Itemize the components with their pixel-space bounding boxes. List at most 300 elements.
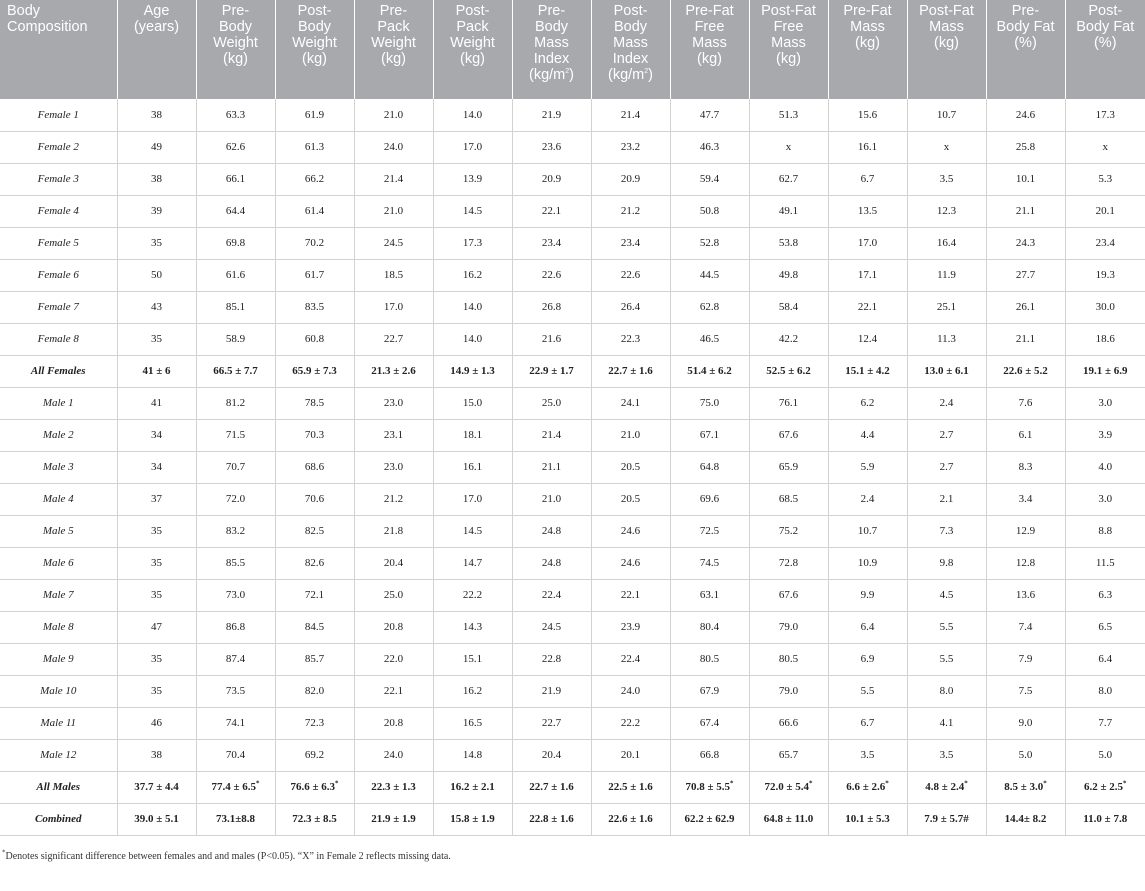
- table-cell: 22.6 ± 1.6: [591, 803, 670, 835]
- header-line: (kg): [381, 51, 406, 67]
- table-cell: 6.6 ± 2.6*: [828, 771, 907, 803]
- table-cell: 3.4: [986, 483, 1065, 515]
- table-cell: 35: [117, 227, 196, 259]
- row-label: Female 1: [0, 99, 117, 131]
- header-line: Mass: [534, 35, 569, 51]
- table-cell: 72.5: [670, 515, 749, 547]
- table-cell: 24.1: [591, 387, 670, 419]
- column-header-12: [986, 0, 1065, 99]
- column-header-10: [828, 0, 907, 99]
- table-row: [0, 259, 1145, 291]
- header-line: Mass: [692, 35, 727, 51]
- header-line: (years): [133, 19, 180, 35]
- table-cell: 39.0 ± 5.1: [117, 803, 196, 835]
- table-cell: 66.6: [749, 707, 828, 739]
- row-label: Female 4: [0, 195, 117, 227]
- table-cell: 16.2: [433, 259, 512, 291]
- table-cell: 24.5: [512, 611, 591, 643]
- table-cell: 24.6: [986, 99, 1065, 131]
- table-cell: 21.1: [512, 451, 591, 483]
- table-cell: 15.1 ± 4.2: [828, 355, 907, 387]
- table-cell: 2.1: [907, 483, 986, 515]
- table-cell: 66.5 ± 7.7: [196, 355, 275, 387]
- header-line: Body Fat: [996, 19, 1055, 35]
- table-cell: 35: [117, 579, 196, 611]
- table-cell: 58.4: [749, 291, 828, 323]
- table-cell: 25.1: [907, 291, 986, 323]
- table-cell: 4.8 ± 2.4*: [907, 771, 986, 803]
- table-cell: 61.9: [275, 99, 354, 131]
- table-cell: 14.0: [433, 99, 512, 131]
- header-line: Weight: [213, 35, 258, 51]
- table-cell: 15.6: [828, 99, 907, 131]
- table-cell: 84.5: [275, 611, 354, 643]
- column-header-13: [1065, 0, 1145, 99]
- table-row: [0, 227, 1145, 259]
- table-cell: 24.8: [512, 547, 591, 579]
- table-cell: 20.8: [354, 611, 433, 643]
- table-cell: 21.0: [354, 99, 433, 131]
- header-line: Index: [533, 51, 570, 67]
- table-cell: 23.0: [354, 387, 433, 419]
- header-line: Mass: [929, 19, 964, 35]
- table-cell: 23.4: [1065, 227, 1145, 259]
- table-cell: 72.0: [196, 483, 275, 515]
- table-cell: 14.3: [433, 611, 512, 643]
- table-cell: 67.4: [670, 707, 749, 739]
- table-cell: 46: [117, 707, 196, 739]
- table-cell: 7.5: [986, 675, 1065, 707]
- table-cell: 19.1 ± 6.9: [1065, 355, 1145, 387]
- table-cell: 7.9: [986, 643, 1065, 675]
- table-cell: 69.8: [196, 227, 275, 259]
- table-row: [0, 643, 1145, 675]
- row-label: Female 3: [0, 163, 117, 195]
- table-cell: 46.5: [670, 323, 749, 355]
- table-cell: 17.0: [828, 227, 907, 259]
- table-cell: 73.1±8.8: [196, 803, 275, 835]
- table-cell: 72.1: [275, 579, 354, 611]
- table-cell: 14.8: [433, 739, 512, 771]
- table-cell: 6.3: [1065, 579, 1145, 611]
- table-cell: 22.3 ± 1.3: [354, 771, 433, 803]
- table-cell: 70.3: [275, 419, 354, 451]
- table-cell: 71.5: [196, 419, 275, 451]
- column-header-5: [433, 0, 512, 99]
- header-line: Mass: [850, 19, 885, 35]
- column-header-11: [907, 0, 986, 99]
- table-cell: 69.2: [275, 739, 354, 771]
- header-line: Pre-: [1011, 3, 1040, 19]
- table-cell: 34: [117, 419, 196, 451]
- table-cell: 5.0: [986, 739, 1065, 771]
- table-cell: 35: [117, 675, 196, 707]
- header-line: (kg): [302, 51, 327, 67]
- table-cell: 78.5: [275, 387, 354, 419]
- table-cell: 20.8: [354, 707, 433, 739]
- table-cell: 83.2: [196, 515, 275, 547]
- table-cell: 67.1: [670, 419, 749, 451]
- table-cell: 6.5: [1065, 611, 1145, 643]
- table-cell: 21.0: [354, 195, 433, 227]
- table-cell: 12.4: [828, 323, 907, 355]
- header-line: Post-: [1088, 3, 1123, 19]
- table-cell: 22.7 ± 1.6: [512, 771, 591, 803]
- header-line: Post-Fat: [761, 3, 816, 19]
- table-row: [0, 99, 1145, 131]
- table-cell: 72.3 ± 8.5: [275, 803, 354, 835]
- header-line: (%): [1093, 35, 1117, 51]
- table-cell: 8.5 ± 3.0*: [986, 771, 1065, 803]
- header-line: Composition: [7, 19, 88, 35]
- table-cell: 3.0: [1065, 387, 1145, 419]
- table-cell: 85.5: [196, 547, 275, 579]
- header-line: (kg): [855, 35, 880, 51]
- table-cell: 6.4: [1065, 643, 1145, 675]
- table-cell: 8.0: [1065, 675, 1145, 707]
- table-row: [0, 611, 1145, 643]
- table-cell: 23.0: [354, 451, 433, 483]
- table-cell: 21.6: [512, 323, 591, 355]
- table-row: [0, 419, 1145, 451]
- table-cell: 11.9: [907, 259, 986, 291]
- table-cell: 21.9 ± 1.9: [354, 803, 433, 835]
- table-cell: 10.1: [986, 163, 1065, 195]
- table-cell: 35: [117, 323, 196, 355]
- table-cell: 79.0: [749, 611, 828, 643]
- row-label: Combined: [0, 803, 117, 835]
- row-label: Male 9: [0, 643, 117, 675]
- table-cell: 2.4: [828, 483, 907, 515]
- table-cell: 10.7: [907, 99, 986, 131]
- table-cell: 72.3: [275, 707, 354, 739]
- table-cell: 3.0: [1065, 483, 1145, 515]
- table-cell: 50.8: [670, 195, 749, 227]
- table-row: [0, 675, 1145, 707]
- header-line: Pre-: [221, 3, 250, 19]
- table-cell: 18.6: [1065, 323, 1145, 355]
- table-cell: 24.6: [591, 547, 670, 579]
- table-cell: 62.2 ± 62.9: [670, 803, 749, 835]
- table-cell: 7.4: [986, 611, 1065, 643]
- table-cell: 27.7: [986, 259, 1065, 291]
- table-cell: 21.4: [354, 163, 433, 195]
- table-cell: 75.2: [749, 515, 828, 547]
- header-line: Free: [773, 19, 804, 35]
- table-cell: 22.6: [591, 259, 670, 291]
- table-cell: 37: [117, 483, 196, 515]
- table-cell: 14.0: [433, 323, 512, 355]
- table-cell: 37.7 ± 4.4: [117, 771, 196, 803]
- table-cell: 22.1: [828, 291, 907, 323]
- table-cell: 7.6: [986, 387, 1065, 419]
- header-line: Index: [612, 51, 649, 67]
- table-cell: 8.3: [986, 451, 1065, 483]
- table-row: [0, 387, 1145, 419]
- header-line: $(kg/m^2)$: [608, 67, 653, 83]
- table-cell: 81.2: [196, 387, 275, 419]
- header-line: Pre-Fat: [843, 3, 892, 19]
- table-cell: 61.6: [196, 259, 275, 291]
- table-cell: 41 ± 6: [117, 355, 196, 387]
- table-cell: 21.0: [591, 419, 670, 451]
- table-cell: 62.7: [749, 163, 828, 195]
- table-row: [0, 483, 1145, 515]
- table-cell: 4.1: [907, 707, 986, 739]
- table-cell: 16.2: [433, 675, 512, 707]
- table-cell: 2.7: [907, 419, 986, 451]
- table-cell: 21.1: [986, 323, 1065, 355]
- header-line: (kg): [460, 51, 485, 67]
- table-cell: 61.7: [275, 259, 354, 291]
- row-label: Female 6: [0, 259, 117, 291]
- table-cell: 5.3: [1065, 163, 1145, 195]
- table-cell: 23.4: [512, 227, 591, 259]
- table-cell: 22.3: [591, 323, 670, 355]
- table-cell: 4.0: [1065, 451, 1145, 483]
- table-cell: 25.0: [512, 387, 591, 419]
- table-cell: 13.9: [433, 163, 512, 195]
- table-cell: 49.8: [749, 259, 828, 291]
- table-cell: 14.5: [433, 195, 512, 227]
- column-header-2: [196, 0, 275, 99]
- header-line: (kg): [697, 51, 722, 67]
- table-cell: 17.0: [433, 131, 512, 163]
- table-cell: 61.3: [275, 131, 354, 163]
- table-cell: 21.4: [591, 99, 670, 131]
- table-cell: 69.6: [670, 483, 749, 515]
- table-cell: 5.5: [828, 675, 907, 707]
- table-cell: 5.9: [828, 451, 907, 483]
- column-header-9: [749, 0, 828, 99]
- table-row: [0, 131, 1145, 163]
- table-cell: 73.0: [196, 579, 275, 611]
- table-cell: 15.8 ± 1.9: [433, 803, 512, 835]
- header-line: (kg): [934, 35, 959, 51]
- table-cell: 5.5: [907, 643, 986, 675]
- table-cell: 24.0: [354, 131, 433, 163]
- row-label: Male 1: [0, 387, 117, 419]
- table-cell: 76.6 ± 6.3*: [275, 771, 354, 803]
- table-cell: 80.5: [749, 643, 828, 675]
- table-cell: 24.3: [986, 227, 1065, 259]
- table-cell: 6.7: [828, 163, 907, 195]
- table-cell: 6.1: [986, 419, 1065, 451]
- table-cell: 14.0: [433, 291, 512, 323]
- table-cell: 11.0 ± 7.8: [1065, 803, 1145, 835]
- table-cell: 70.8 ± 5.5*: [670, 771, 749, 803]
- table-cell: 30.0: [1065, 291, 1145, 323]
- table-cell: 6.9: [828, 643, 907, 675]
- table-cell: 16.1: [828, 131, 907, 163]
- table-cell: 49.1: [749, 195, 828, 227]
- table-cell: 11.3: [907, 323, 986, 355]
- table-cell: 13.5: [828, 195, 907, 227]
- table-cell: 17.3: [433, 227, 512, 259]
- table-row: [0, 739, 1145, 771]
- header-line: $(kg/m^2)$: [529, 67, 574, 83]
- table-cell: 21.8: [354, 515, 433, 547]
- table-cell: 16.1: [433, 451, 512, 483]
- table-cell: 9.9: [828, 579, 907, 611]
- table-row: [0, 323, 1145, 355]
- header-line: Body Fat: [1076, 19, 1135, 35]
- table-cell: 83.5: [275, 291, 354, 323]
- table-cell: 60.8: [275, 323, 354, 355]
- header-line: Post-: [297, 3, 332, 19]
- row-label: Male 11: [0, 707, 117, 739]
- table-cell: 3.9: [1065, 419, 1145, 451]
- table-cell: 80.4: [670, 611, 749, 643]
- table-cell: 24.8: [512, 515, 591, 547]
- table-cell: 62.8: [670, 291, 749, 323]
- table-cell: 9.0: [986, 707, 1065, 739]
- table-cell: 22.7: [512, 707, 591, 739]
- header-line: Post-Fat: [919, 3, 974, 19]
- table-cell: 63.1: [670, 579, 749, 611]
- table-cell: 2.4: [907, 387, 986, 419]
- header-line: Weight: [450, 35, 495, 51]
- table-row: [0, 515, 1145, 547]
- header-line: Post-: [613, 3, 648, 19]
- table-cell: 22.5 ± 1.6: [591, 771, 670, 803]
- table-cell: 6.4: [828, 611, 907, 643]
- table-cell: 2.7: [907, 451, 986, 483]
- table-cell: 22.7 ± 1.6: [591, 355, 670, 387]
- table-cell: 17.1: [828, 259, 907, 291]
- table-cell: 85.1: [196, 291, 275, 323]
- table-cell: 23.4: [591, 227, 670, 259]
- table-cell: 26.1: [986, 291, 1065, 323]
- table-cell: x: [907, 131, 986, 163]
- table-body: [0, 99, 1145, 835]
- table-cell: 22.8: [512, 643, 591, 675]
- table-cell: 8.0: [907, 675, 986, 707]
- table-cell: 14.9 ± 1.3: [433, 355, 512, 387]
- table-cell: 35: [117, 547, 196, 579]
- row-label: Female 5: [0, 227, 117, 259]
- table-cell: 66.1: [196, 163, 275, 195]
- table-cell: 11.5: [1065, 547, 1145, 579]
- table-cell: 67.6: [749, 419, 828, 451]
- table-cell: 22.2: [433, 579, 512, 611]
- table-cell: 22.4: [591, 643, 670, 675]
- table-cell: 12.9: [986, 515, 1065, 547]
- table-cell: 18.1: [433, 419, 512, 451]
- table-cell: 65.7: [749, 739, 828, 771]
- table-cell: 7.7: [1065, 707, 1145, 739]
- table-cell: 22.0: [354, 643, 433, 675]
- table-cell: 12.3: [907, 195, 986, 227]
- header-line: Body: [7, 3, 41, 19]
- table-cell: 22.1: [591, 579, 670, 611]
- header-line: (kg): [223, 51, 248, 67]
- table-cell: 17.3: [1065, 99, 1145, 131]
- header-line: Mass: [771, 35, 806, 51]
- table-cell: 38: [117, 163, 196, 195]
- table-cell: 21.2: [354, 483, 433, 515]
- table-row: [0, 707, 1145, 739]
- header-line: Weight: [371, 35, 416, 51]
- table-cell: 70.7: [196, 451, 275, 483]
- header-line: Free: [694, 19, 725, 35]
- table-cell: 47: [117, 611, 196, 643]
- table-cell: 34: [117, 451, 196, 483]
- header-line: Body: [534, 19, 569, 35]
- table-cell: 7.3: [907, 515, 986, 547]
- row-label: Male 2: [0, 419, 117, 451]
- table-cell: 23.2: [591, 131, 670, 163]
- table-cell: x: [749, 131, 828, 163]
- table-cell: 20.9: [512, 163, 591, 195]
- table-cell: 58.9: [196, 323, 275, 355]
- footnote: [2, 848, 451, 862]
- table-cell: 74.1: [196, 707, 275, 739]
- table-cell: 14.7: [433, 547, 512, 579]
- table-cell: 8.8: [1065, 515, 1145, 547]
- table-cell: 72.0 ± 5.4*: [749, 771, 828, 803]
- table-cell: 6.7: [828, 707, 907, 739]
- table-cell: 79.0: [749, 675, 828, 707]
- table-cell: 26.4: [591, 291, 670, 323]
- table-cell: 76.1: [749, 387, 828, 419]
- table-row: [0, 291, 1145, 323]
- table-cell: 19.3: [1065, 259, 1145, 291]
- row-label: Male 12: [0, 739, 117, 771]
- table-cell: 38: [117, 99, 196, 131]
- table-cell: 51.3: [749, 99, 828, 131]
- table-cell: 66.8: [670, 739, 749, 771]
- table-cell: 53.8: [749, 227, 828, 259]
- table-cell: 20.5: [591, 483, 670, 515]
- table-cell: 72.8: [749, 547, 828, 579]
- table-cell: 23.6: [512, 131, 591, 163]
- table-cell: 35: [117, 643, 196, 675]
- table-cell: 70.2: [275, 227, 354, 259]
- table-cell: 5.5: [907, 611, 986, 643]
- summary-row: [0, 771, 1145, 803]
- table-cell: 22.4: [512, 579, 591, 611]
- header-row: [0, 0, 1145, 99]
- table-cell: 21.4: [512, 419, 591, 451]
- table-cell: 66.2: [275, 163, 354, 195]
- table-cell: 23.1: [354, 419, 433, 451]
- table-cell: 10.7: [828, 515, 907, 547]
- column-header-0: [0, 0, 117, 99]
- table-cell: 50: [117, 259, 196, 291]
- table-cell: 17.0: [354, 291, 433, 323]
- table-cell: 44.5: [670, 259, 749, 291]
- column-header-3: [275, 0, 354, 99]
- table-cell: 21.9: [512, 675, 591, 707]
- table-cell: 21.2: [591, 195, 670, 227]
- table-cell: 24.6: [591, 515, 670, 547]
- table-cell: 86.8: [196, 611, 275, 643]
- table-header: [0, 0, 1145, 99]
- table-cell: 70.6: [275, 483, 354, 515]
- table-row: [0, 163, 1145, 195]
- table-cell: 85.7: [275, 643, 354, 675]
- table-cell: 21.3 ± 2.6: [354, 355, 433, 387]
- table-cell: 22.1: [354, 675, 433, 707]
- header-line: Mass: [613, 35, 648, 51]
- header-line: Body: [218, 19, 253, 35]
- header-line: Pre-: [537, 3, 566, 19]
- table-cell: 16.2 ± 2.1: [433, 771, 512, 803]
- table-cell: 22.7: [354, 323, 433, 355]
- table-cell: 67.9: [670, 675, 749, 707]
- row-label: Male 10: [0, 675, 117, 707]
